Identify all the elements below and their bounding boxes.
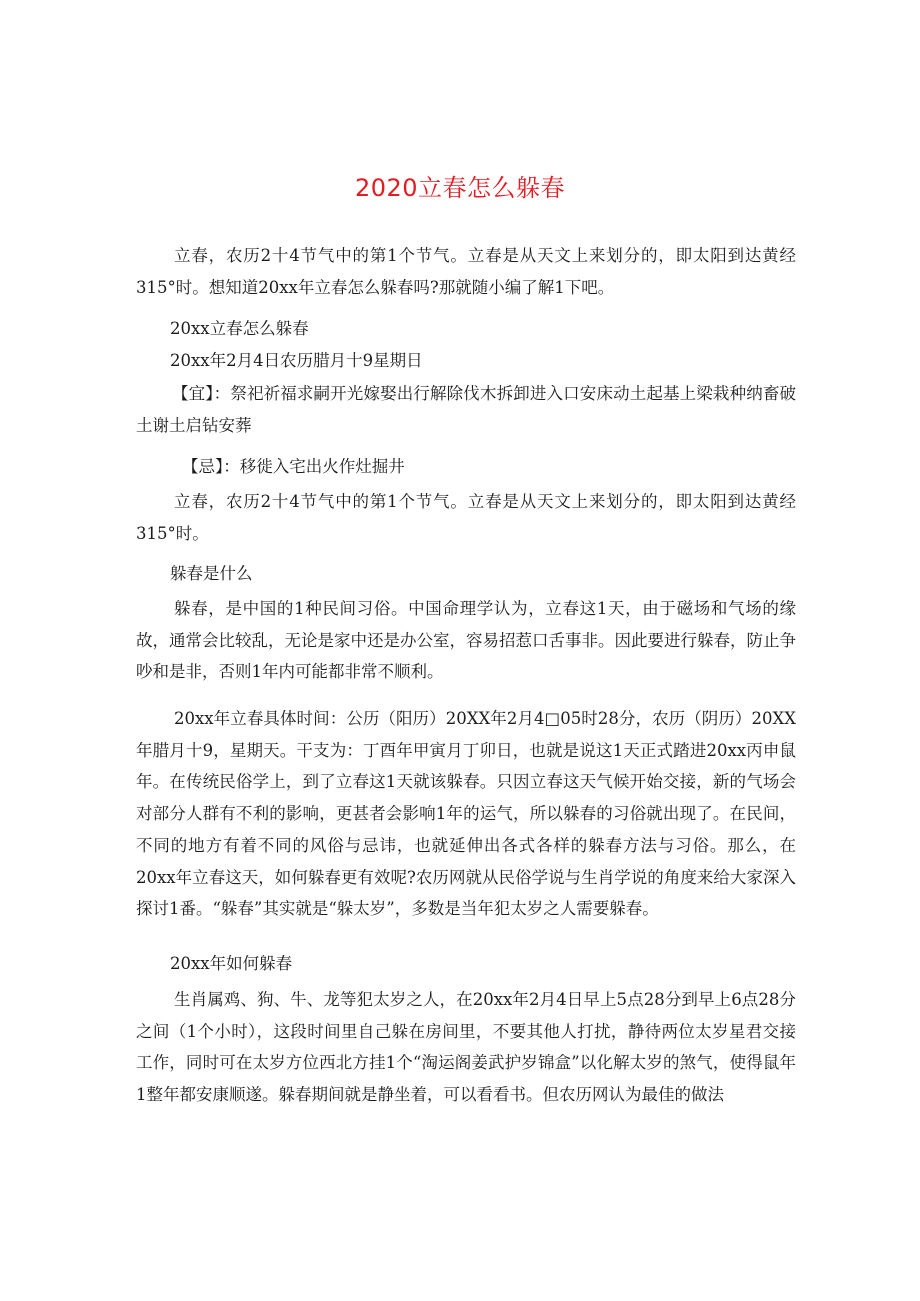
paragraph-ji: 【忌】：移徙入宅出火作灶掘井 [182,457,405,476]
paragraph-intro: 立春，农历2十4节气中的第1个节气。立春是从天文上来划分的，即太阳到达黄经315°时。想知道20xx年立春怎么躲春吗?那就随小编了解1下吧。 [136,246,796,297]
paragraph-how: 生肖属鸡、狗、牛、龙等犯太岁之人，在20xx年2月4日早上5点28分到早上6点28分之间（1个小时），这段时间里自己躲在房间里，不要其他人打扰，静待两位太岁星君交接工作，同时可在太岁方位西北方挂1个“淘运阁姜武护岁锦盒”以化解太岁的煞气，使得鼠年1整年都安康顺遂。躲春期间就是静坐着，可以看看书。但农历网认为最佳的做法 [136,990,796,1105]
date-line: 20xx年2月4日农历腊月十9星期日 [170,351,423,370]
paragraph-time: 20xx年立春具体时间：公历（阳历）20XX年2月4□05时28分，农历（阴历）20XX年腊月十9，星期天。干支为：丁酉年甲寅月丁卯日，也就是说这1天正式踏进20xx丙申鼠年。在传统民俗学上，到了立春这1天就该躲春。只因立春这天气候开始交接，新的气场会对部分人群有不利的影响，更甚者会影响1年的运气，所以躲春的习俗就出现了。在民间，不同的地方有着不同的风俗与忌讳，也就延伸出各式各样的躲春方法与习俗。那么，在20xx年立春这天，如何躲春更有效呢?农历网就从民俗学说与生肖学说的角度来给大家深入探讨1番。“躲春”其实就是“躲太岁”，多数是当年犯太岁之人需要躲春。 [136,709,796,919]
paragraph-yi: 【宜】：祭祀祈福求嗣开光嫁娶出行解除伐木拆卸进入口安床动土起基上梁栽种纳畜破土谢土启钻安葬 [136,384,796,435]
heading-what-is: 躲春是什么 [170,564,253,583]
document-title: 2020立春怎么躲春 [354,174,566,202]
heading-how-to-avoid: 20xx立春怎么躲春 [170,319,309,338]
paragraph-what-is: 躲春，是中国的1种民间习俗。中国命理学认为，立春这1天，由于磁场和气场的缘故，通常会比较乱，无论是家中还是办公室，容易招惹口舌事非。因此要进行躲春，防止争吵和是非，否则1年内可能都非常不顺利。 [136,599,796,682]
paragraph-lichun-repeat: 立春，农历2十4节气中的第1个节气。立春是从天文上来划分的，即太阳到达黄经315°时。 [136,492,796,543]
heading-how: 20xx年如何躲春 [170,954,293,973]
